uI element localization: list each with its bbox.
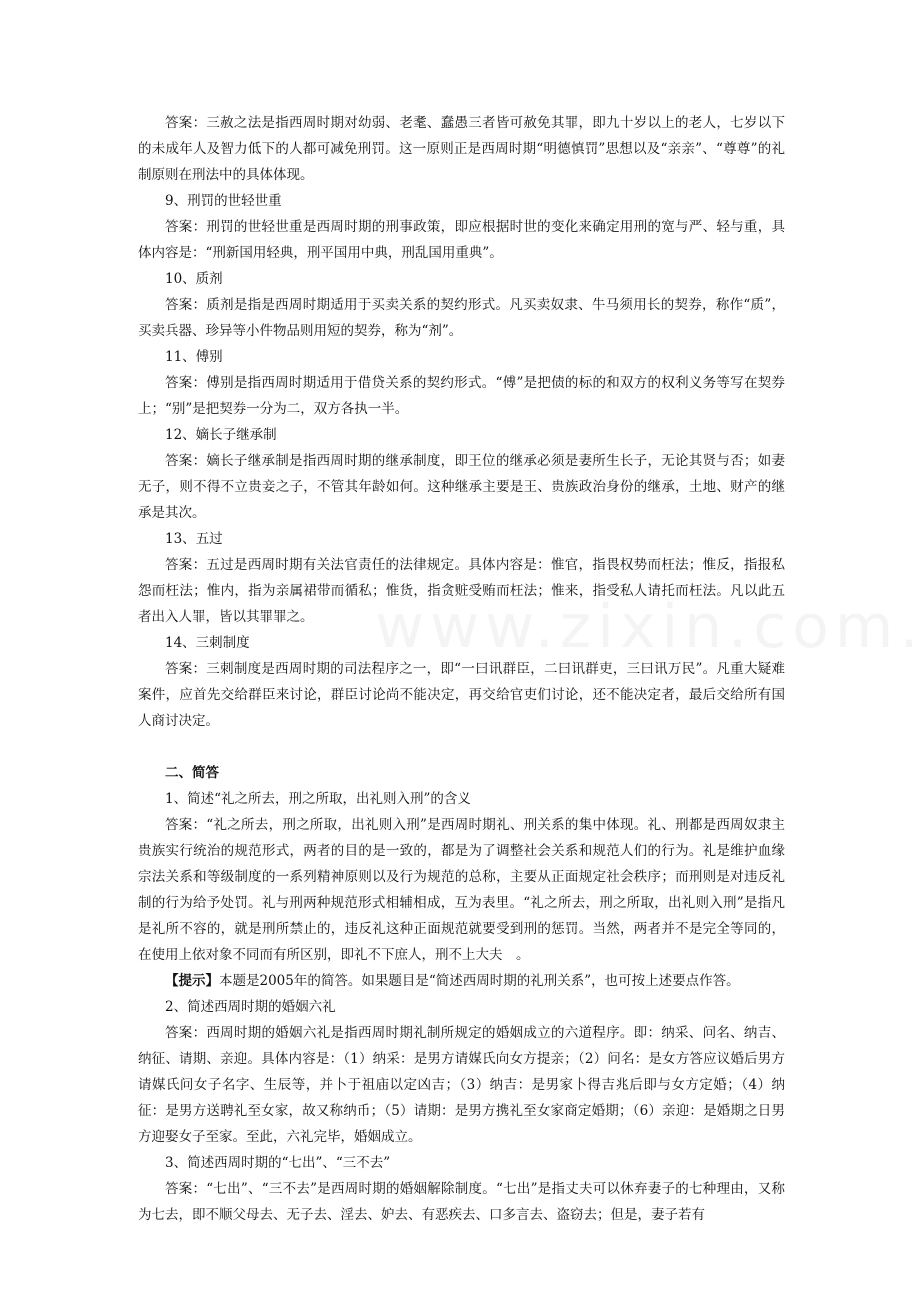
- question-heading: 1、简述“礼之所去，刑之所取，出礼则入刑”的含义: [165, 791, 471, 807]
- answer-paragraph: 答案：傅别是指西周时期适用于借贷关系的契约形式。“傅”是把债的标的和双方的权利义务等写在契券上；“别”是把契券一分为二，双方各执一半。: [138, 375, 785, 417]
- document-page: [138, 110, 785, 1228]
- answer-paragraph: 答案：嫡长子继承制是指西周时期的继承制度，即王位的继承必须是妻所生长子，无论其贤与否；如妻无子，则不得不立贵妾之子，不管其年龄如何。这种继承主要是王、贵族政治身份的继承，土地、财产的继承是其次。: [138, 453, 785, 521]
- answer-paragraph: 答案：刑罚的世轻世重是西周时期的刑事政策，即应根据时世的变化来确定用刑的宽与严、轻与重，具体内容是：“刑新国用轻典，刑平国用中典，刑乱国用重典”。: [138, 219, 785, 261]
- term-heading: 11、傅别: [165, 349, 223, 365]
- answer-paragraph: 答案：三刺制度是西周时期的司法程序之一，即“一曰讯群臣，二曰讯群吏，三曰讯万民”。凡重大疑难案件，应首先交给群臣来讨论，群臣讨论尚不能决定，再交给官吏们讨论，还不能决定者，最后交给所有国人商讨决定。: [138, 661, 785, 729]
- term-heading: 9、刑罚的世轻世重: [165, 193, 282, 209]
- term-heading: 10、质剂: [165, 271, 223, 287]
- answer-paragraph: 答案：五过是西周时期有关法官责任的法律规定。具体内容是：惟官，指畏权势而枉法；惟反，指报私怨而枉法；惟内，指为亲属裙带而循私；惟货，指贪赃受贿而枉法；惟来，指受私人请托而枉法。凡以此五者出入人罪，皆以其罪罪之。: [138, 557, 785, 625]
- answer-paragraph: 答案：三赦之法是指西周时期对幼弱、老耄、蠢愚三者皆可赦免其罪，即九十岁以上的老人，七岁以下的未成年人及智力低下的人都可减免刑罚。这一原则正是西周时期“明德慎罚”思想以及“亲亲”、“尊尊”的礼制原则在刑法中的具体体现。: [138, 115, 785, 183]
- tip-paragraph: [138, 968, 785, 994]
- answer-paragraph: 答案：“礼之所去，刑之所取，出礼则入刑”是西周时期礼、刑关系的集中体现。礼、刑都是西周奴隶主贵族实行统治的规范形式，两者的目的是一致的，都是为了调整社会关系和规范人们的行为。礼是维护血缘宗法关系和等级制度的一系列精神原则以及行为规范的总称，主要从正面规定社会秩序；而刑则是对违反礼制的行为给予处罚。礼与刑两种规范形式相辅相成，互为表里。“礼之所去，刑之所取，出礼则入刑”是指凡是礼所不容的，就是刑所禁止的，违反礼这种正面规范就要受到刑的惩罚。当然，两者并不是完全等同的，在使用上依对象不同而有所区别，即礼不下庶人，刑不上大夫 。: [138, 817, 785, 963]
- tip-label: 【提示】: [165, 973, 219, 989]
- answer-paragraph: 答案：西周时期的婚姻六礼是指西周时期礼制所规定的婚姻成立的六道程序。即：纳采、问名、纳吉、纳征、请期、亲迎。具体内容是：（1）纳采：是男方请媒氏向女方提亲；（2）问名：是女方答应议婚后男方请媒氏问女子名字、生辰等，并卜于祖庙以定凶吉；（3）纳吉：是男家卜得吉兆后即与女方定婚；（4）纳征：是男方送聘礼至女家，故又称纳币；（5）请期：是男方携礼至女家商定婚期；（6）亲迎：是婚期之日男方迎娶女子至家。至此，六礼完毕，婚姻成立。: [138, 1025, 785, 1145]
- term-heading: 14、三刺制度: [165, 635, 250, 651]
- term-heading: 12、嫡长子继承制: [165, 427, 277, 443]
- section-heading: 二、简答: [165, 765, 219, 781]
- answer-paragraph: 答案：质剂是指是西周时期适用于买卖关系的契约形式。凡买卖奴隶、牛马须用长的契券，称作“质”，买卖兵器、珍异等小件物品则用短的契券，称为“剂”。: [138, 297, 785, 339]
- tip-text: 本题是2005年的简答。如果题目是“简述西周时期的礼刑关系”，也可按上述要点作答。: [219, 973, 740, 989]
- answer-paragraph: 答案：“七出”、“三不去”是西周时期的婚姻解除制度。“七出”是指丈夫可以休弃妻子的七种理由，又称为七去，即不顺父母去、无子去、淫去、妒去、有恶疾去、口多言去、盗窃去；但是，妻子若有: [138, 1181, 785, 1223]
- question-heading: 2、简述西周时期的婚姻六礼: [165, 999, 336, 1015]
- question-heading: 3、简述西周时期的“七出”、“三不去”: [165, 1155, 391, 1171]
- term-heading: 13、五过: [165, 531, 223, 547]
